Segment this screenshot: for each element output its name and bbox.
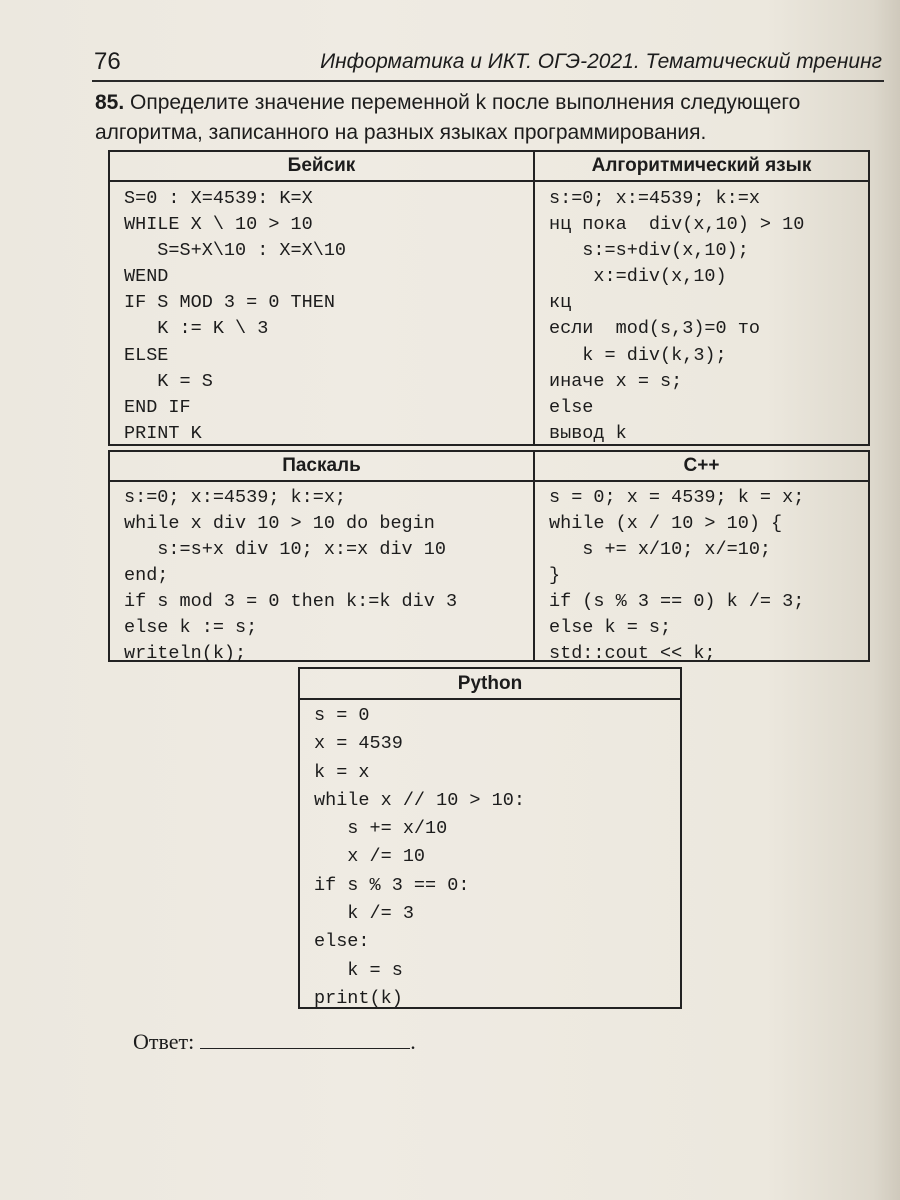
python-header: Python [300,669,680,700]
basic-header: Бейсик [110,152,533,182]
cpp-code: s = 0; x = 4539; k = x; while (x / 10 > 10) { s += x/10; x/=10; } if (s % 3 == 0) k /= 3; else k = s; std::cout << k; [549,487,805,664]
task-text-line-2: алгоритма, записанного на разных языках программирования. [95,121,707,144]
answer-label: Ответ: [133,1029,195,1054]
python-block [298,667,682,1009]
algorithmic-header: Алгоритмический язык [535,152,868,182]
algorithmic-code: s:=0; x:=4539; k:=x нц пока div(x,10) > 10 s:=s+div(x,10); x:=div(x,10) кц если mod(s,3)=0 то k = div(k,3); иначе x = s; else вывод k [549,188,805,444]
algorithmic-column [535,152,868,444]
pascal-column [110,452,535,664]
task-statement [95,88,875,148]
pascal-header: Паскаль [110,452,533,482]
python-code: s = 0 x = 4539 k = x while x // 10 > 10: s += x/10 x /= 10 if s % 3 == 0: k /= 3 else: k = s print(k) [314,705,525,1009]
task-number: 85. [95,91,125,114]
basic-code: S=0 : X=4539: K=X WHILE X \ 10 > 10 S=S+X\10 : X=X\10 WEND IF S MOD 3 = 0 THEN K := K \ 3 ELSE K = S END IF PRINT K [124,188,347,444]
answer-suffix: . [410,1029,416,1054]
page-number: 76 [94,48,121,75]
answer-blank[interactable] [200,1028,410,1049]
answer-row [133,1028,416,1055]
code-table-middle [108,450,870,662]
code-table-top [108,150,870,446]
task-text-line-1: Определите значение переменной k после выполнения следующего [130,91,801,114]
cpp-column [535,452,868,664]
basic-column [110,152,535,444]
pascal-code: s:=0; x:=4539; k:=x; while x div 10 > 10 do begin s:=s+x div 10; x:=x div 10 end; if s mod 3 = 0 then k:=k div 3 else k := s; writeln(k); [124,487,458,664]
cpp-header: C++ [535,452,868,482]
page-header [92,44,884,82]
running-title: Информатика и ИКТ. ОГЭ-2021. Тематический тренинг [320,50,882,73]
